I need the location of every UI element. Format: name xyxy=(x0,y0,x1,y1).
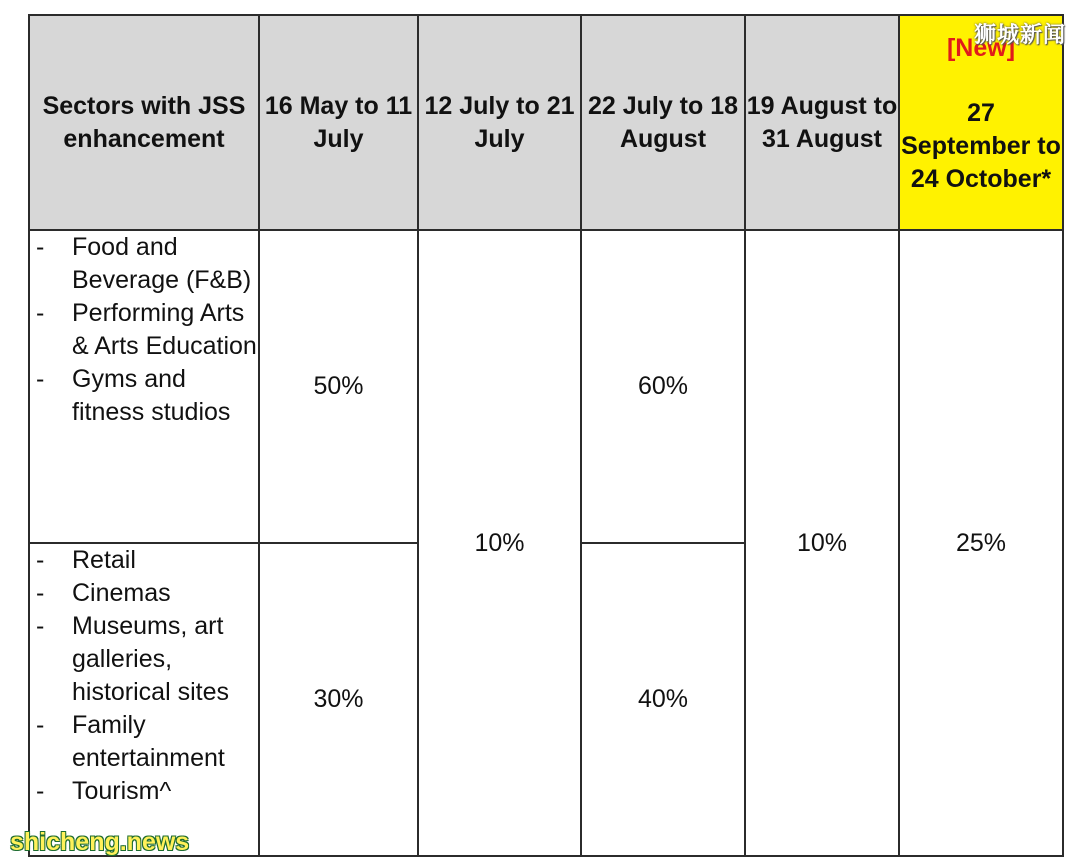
shared-period-2-value: 10% xyxy=(418,230,581,856)
shared-period-4-value: 10% xyxy=(745,230,899,856)
table-row xyxy=(29,230,1063,543)
header-period-4: 19 August to 31 August xyxy=(745,15,899,230)
sector-item: - Family entertainment xyxy=(30,709,258,775)
sector-item: - Gyms and fitness studios xyxy=(30,363,258,429)
jss-enhancement-table xyxy=(28,14,1064,857)
sector-group-2 xyxy=(29,543,259,856)
sector-group-1 xyxy=(29,230,259,543)
sector-item: - Museums, art galleries, historical sites xyxy=(30,610,258,709)
group-2-period-1-value: 30% xyxy=(259,543,418,856)
watermark-bottom: shicheng.news xyxy=(10,828,190,856)
header-period-2: 12 July to 21 July xyxy=(418,15,581,230)
header-row xyxy=(29,15,1063,230)
sector-item: - Food and Beverage (F&B) xyxy=(30,231,258,297)
group-2-period-3-value: 40% xyxy=(581,543,745,856)
header-period-3: 22 July to 18 August xyxy=(581,15,745,230)
header-sectors: Sectors with JSS enhancement xyxy=(29,15,259,230)
group-1-period-1-value: 50% xyxy=(259,230,418,543)
shared-period-5-value: 25% xyxy=(899,230,1063,856)
header-period-1: 16 May to 11 July xyxy=(259,15,418,230)
sector-list-2 xyxy=(30,544,258,808)
sector-item: - Tourism^ xyxy=(30,775,258,808)
sector-item: - Performing Arts & Arts Education xyxy=(30,297,258,363)
sector-item: - Retail xyxy=(30,544,258,577)
sector-item: - Cinemas xyxy=(30,577,258,610)
watermark-top: 狮城新闻 xyxy=(973,22,1066,47)
group-1-period-3-value: 60% xyxy=(581,230,745,543)
new-tag: [New] xyxy=(946,33,1016,62)
header-period-5-label: 27 September to 24 October* xyxy=(901,98,1061,193)
sector-list-1 xyxy=(30,231,258,429)
